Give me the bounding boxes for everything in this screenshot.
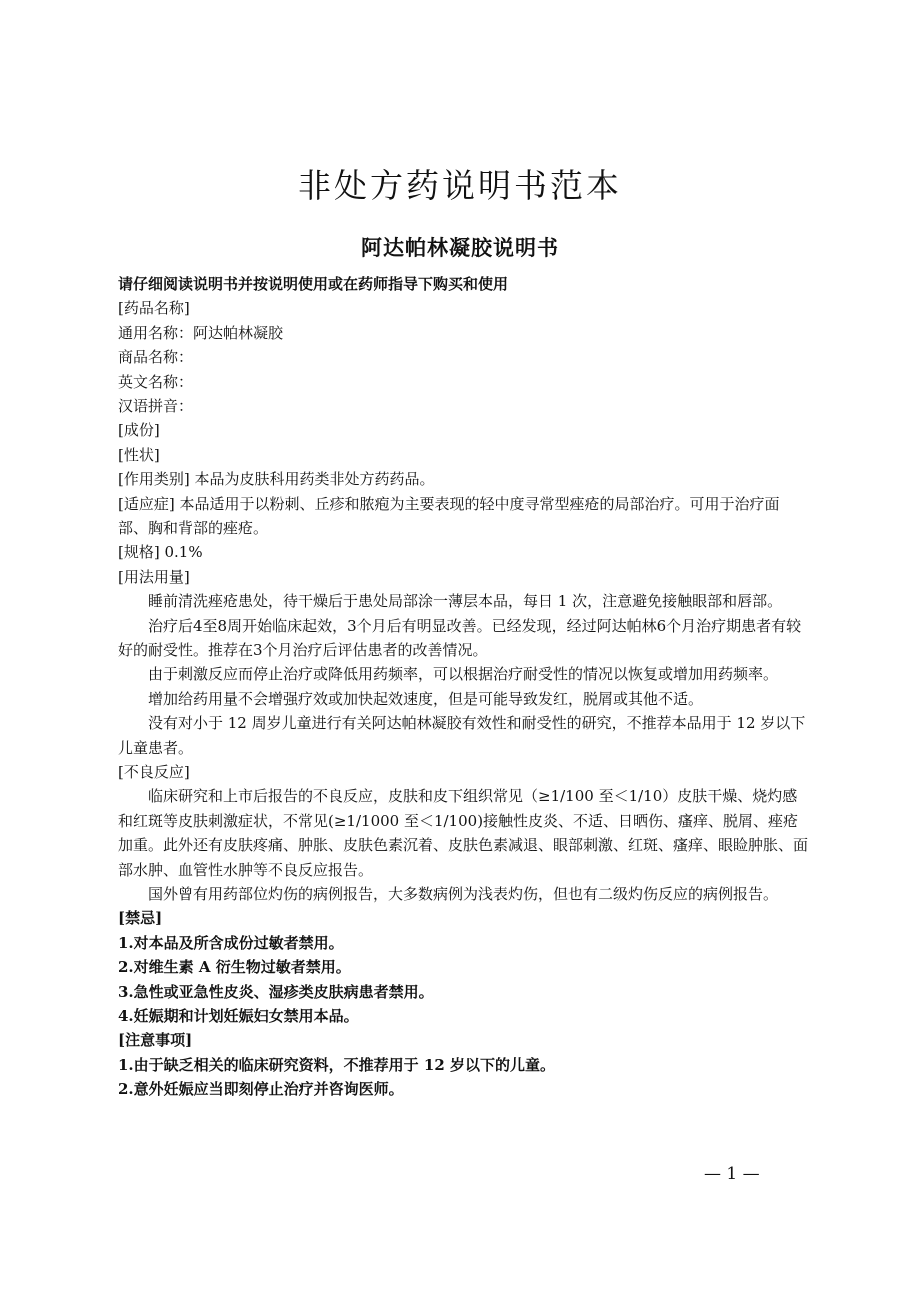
- page-number: — 1 —: [704, 1164, 760, 1184]
- english-name: 英文名称：: [118, 372, 194, 391]
- usage-paragraph: 治疗后4至8周开始临床起效，3个月后有明显改善。已经发现，经过阿达帕林6个月治疗期患者有较好的耐受性。推荐在3个月治疗后评估患者的改善情况。: [118, 616, 802, 659]
- contraindication-item: 4.妊娠期和计划妊娠妇女禁用本品。: [118, 1006, 359, 1025]
- usage-paragraph: 由于刺激反应而停止治疗或降低用药频率，可以根据治疗耐受性的情况以恢复或增加用药频率。: [148, 665, 779, 684]
- leaflet-body: [118, 272, 808, 1102]
- ingredients-heading: [成份]: [118, 421, 160, 440]
- adverse-heading: [不良反应]: [118, 762, 190, 781]
- usage-heading: [用法用量]: [118, 567, 190, 586]
- category-text: [作用类别] 本品为皮肤科用药类非处方药药品。: [118, 470, 435, 489]
- document-title: 非处方药说明书范本: [298, 166, 622, 205]
- usage-paragraph: 睡前清洗痤疮患处，待干燥后于患处局部涂一薄层本品，每日 1 次，注意避免接触眼部和唇部。: [148, 592, 783, 611]
- contraindications-heading: [禁忌]: [118, 909, 163, 928]
- contraindication-item: 2.对维生素 A 衍生物过敏者禁用。: [118, 958, 351, 977]
- usage-paragraph: 增加给药用量不会增强疗效或加快起效速度，但是可能导致发红，脱屑或其他不适。: [148, 689, 704, 708]
- adverse-paragraph: 临床研究和上市后报告的不良反应，皮肤和皮下组织常见（≥1/100 至＜1/10）皮肤干燥、烧灼感和红斑等皮肤刺激症状，不常见(≥1/1000 至＜1/100)接触性皮炎、不适、日晒伤、瘙痒、脱屑、痤疮加重。此外还有皮肤疼痛、肿胀、皮肤色素沉着、皮肤色素减退、眼部刺激、红斑、瘙痒、眼睑肿胀、面部水肿、血管性水肿等不良反应报告。: [118, 787, 809, 879]
- leaflet-title: 阿达帕林凝胶说明书: [361, 236, 559, 260]
- reading-notice: 请仔细阅读说明书并按说明使用或在药师指导下购买和使用: [118, 275, 509, 293]
- indications-text: [适应症] 本品适用于以粉刺、丘疹和脓疱为主要表现的轻中度寻常型痤疮的局部治疗。可用于治疗面部、胸和背部的痤疮。: [118, 494, 780, 537]
- specification-text: [规格] 0.1%: [118, 543, 203, 562]
- adverse-paragraph: 国外曾有用药部位灼伤的病例报告，大多数病例为浅表灼伤，但也有二级灼伤反应的病例报告。: [148, 884, 779, 903]
- properties-heading: [性状]: [118, 445, 160, 464]
- drug-name-heading: [药品名称]: [118, 299, 190, 318]
- precaution-item: 2.意外妊娠应当即刻停止治疗并咨询医师。: [118, 1080, 404, 1099]
- precautions-heading: [注意事项]: [118, 1031, 193, 1050]
- usage-paragraph: 没有对小于 12 周岁儿童进行有关阿达帕林凝胶有效性和耐受性的研究，不推荐本品用于 12 岁以下儿童患者。: [118, 714, 806, 757]
- pinyin-name: 汉语拼音：: [118, 396, 194, 415]
- generic-name: 通用名称：阿达帕林凝胶: [118, 323, 284, 342]
- contraindication-item: 3.急性或亚急性皮炎、湿疹类皮肤病患者禁用。: [118, 982, 434, 1001]
- precaution-item: 1.由于缺乏相关的临床研究资料，不推荐用于 12 岁以下的儿童。: [118, 1055, 555, 1074]
- trade-name: 商品名称：: [118, 348, 194, 367]
- contraindication-item: 1.对本品及所含成份过敏者禁用。: [118, 933, 344, 952]
